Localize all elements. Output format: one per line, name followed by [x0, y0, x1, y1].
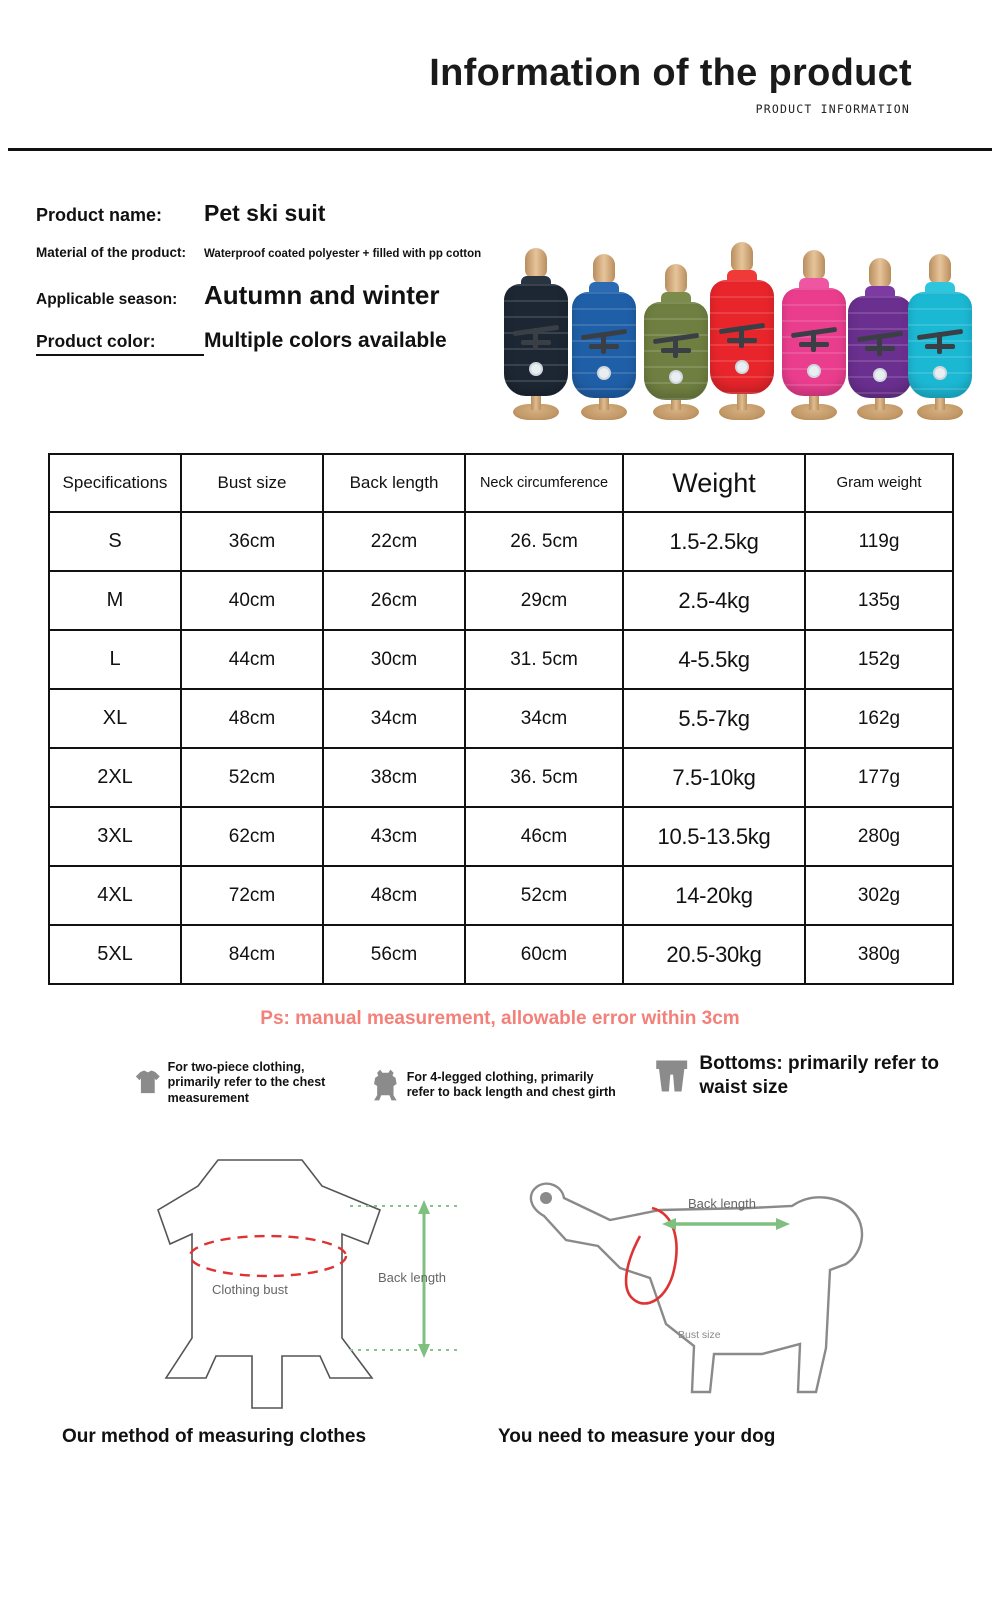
header-bust-size: Bust size — [181, 454, 323, 512]
cell-bust: 44cm — [181, 630, 323, 689]
cell-spec: 2XL — [49, 748, 181, 807]
cell-back: 30cm — [323, 630, 465, 689]
guide-two-piece — [134, 1054, 350, 1112]
display-head — [731, 242, 753, 272]
guide-bottoms-text: Bottoms: primarily refer to waist size — [699, 1053, 940, 1098]
guide-four-legged-text: For 4-legged clothing, primarily refer to back length and chest girth — [406, 1069, 616, 1099]
header-divider — [8, 148, 992, 151]
guide-row — [0, 1046, 1000, 1146]
vest-badge-icon — [597, 366, 611, 380]
measurement-note: Ps: manual measurement, allowable error within 3cm — [260, 1008, 740, 1029]
vest-badge-icon — [735, 360, 749, 374]
cell-back: 38cm — [323, 748, 465, 807]
cell-back: 34cm — [323, 689, 465, 748]
arrow-head-right — [776, 1218, 790, 1230]
bust-measure-ellipse — [190, 1236, 346, 1276]
cell-weight: 4-5.5kg — [623, 630, 805, 689]
cell-weight: 2.5-4kg — [623, 571, 805, 630]
four-legged-suit-icon — [370, 1054, 401, 1116]
cell-neck: 26. 5cm — [465, 512, 623, 571]
product-vest-pink — [778, 234, 850, 420]
arrow-head-up — [418, 1200, 430, 1214]
header-neck-circumference: Neck circumference — [465, 454, 623, 512]
product-vest-olive — [640, 250, 712, 420]
size-table — [48, 453, 954, 985]
cell-back: 43cm — [323, 807, 465, 866]
table-row — [49, 807, 953, 866]
table-row — [49, 512, 953, 571]
cell-bust: 40cm — [181, 571, 323, 630]
cell-weight: 5.5-7kg — [623, 689, 805, 748]
caption-clothing-diagram: Our method of measuring clothes — [62, 1426, 367, 1447]
cell-back: 48cm — [323, 866, 465, 925]
guide-two-piece-text: For two-piece clothing, primarily refer to the chest measurement — [167, 1060, 326, 1105]
cell-bust: 84cm — [181, 925, 323, 984]
cell-neck: 34cm — [465, 689, 623, 748]
info-row-material — [36, 245, 556, 260]
info-value-product-name: Pet ski suit — [204, 200, 326, 226]
cell-neck: 29cm — [465, 571, 623, 630]
label-bust-size: Bust size — [678, 1329, 721, 1341]
cell-bust: 72cm — [181, 866, 323, 925]
page-title: Information of the product — [429, 52, 912, 94]
cell-weight: 10.5-13.5kg — [623, 807, 805, 866]
arrow-head-down — [418, 1344, 430, 1358]
header-weight: Weight — [623, 454, 805, 512]
info-value-color: Multiple colors available — [204, 329, 447, 352]
cell-bust: 52cm — [181, 748, 323, 807]
dog-measure-diagram — [500, 1148, 960, 1438]
cell-gram: 302g — [805, 866, 953, 925]
cell-back: 56cm — [323, 925, 465, 984]
table-row — [49, 925, 953, 984]
display-head — [593, 254, 615, 284]
cell-neck: 31. 5cm — [465, 630, 623, 689]
display-head — [929, 254, 951, 284]
caption-dog-diagram: You need to measure your dog — [498, 1426, 776, 1447]
dog-nose — [540, 1192, 552, 1204]
cell-gram: 380g — [805, 925, 953, 984]
cell-spec: 4XL — [49, 866, 181, 925]
cell-spec: XL — [49, 689, 181, 748]
display-head — [665, 264, 687, 294]
info-label-season: Applicable season: — [36, 291, 178, 308]
table-header-row — [49, 454, 953, 512]
table-row — [49, 866, 953, 925]
info-value-material: Waterproof coated polyester + filled with pp cotton — [204, 248, 482, 260]
cell-weight: 20.5-30kg — [623, 925, 805, 984]
display-head — [525, 248, 547, 278]
product-photo-group — [500, 190, 970, 420]
cell-gram: 135g — [805, 571, 953, 630]
label-back-length-right: Back length — [688, 1196, 756, 1211]
cell-neck: 60cm — [465, 925, 623, 984]
cell-spec: L — [49, 630, 181, 689]
display-head — [869, 258, 891, 288]
size-table-head — [49, 454, 953, 512]
page-header — [0, 0, 1000, 152]
two-piece-shirt-icon — [134, 1054, 162, 1112]
cell-gram: 177g — [805, 748, 953, 807]
vest-badge-icon — [873, 368, 887, 382]
header-specifications: Specifications — [49, 454, 181, 512]
table-row — [49, 571, 953, 630]
table-row — [49, 748, 953, 807]
vest-badge-icon — [807, 364, 821, 378]
info-row-season — [36, 280, 556, 311]
product-info-list — [36, 200, 556, 370]
size-table-body — [49, 512, 953, 984]
header-gram-weight: Gram weight — [805, 454, 953, 512]
display-head — [803, 250, 825, 280]
cell-neck: 36. 5cm — [465, 748, 623, 807]
cell-gram: 280g — [805, 807, 953, 866]
vest-badge-icon — [669, 370, 683, 384]
info-label-color: Product color: — [36, 331, 204, 356]
cell-spec: 5XL — [49, 925, 181, 984]
cell-back: 22cm — [323, 512, 465, 571]
info-label-product-name: Product name: — [36, 205, 163, 225]
cell-gram: 162g — [805, 689, 953, 748]
cell-weight: 7.5-10kg — [623, 748, 805, 807]
cell-neck: 52cm — [465, 866, 623, 925]
cell-neck: 46cm — [465, 807, 623, 866]
table-row — [49, 630, 953, 689]
cell-back: 26cm — [323, 571, 465, 630]
cell-bust: 48cm — [181, 689, 323, 748]
label-clothing-bust: Clothing bust — [212, 1282, 288, 1297]
cell-bust: 62cm — [181, 807, 323, 866]
header-back-length: Back length — [323, 454, 465, 512]
size-table-wrapper — [48, 453, 952, 985]
cell-weight: 1.5-2.5kg — [623, 512, 805, 571]
cell-gram: 119g — [805, 512, 953, 571]
product-vest-blue — [568, 238, 640, 420]
table-row — [49, 689, 953, 748]
guide-bottoms — [652, 1052, 952, 1100]
cell-weight: 14-20kg — [623, 866, 805, 925]
guide-four-legged — [370, 1054, 618, 1116]
info-row-product-name — [36, 200, 556, 227]
cell-spec: 3XL — [49, 807, 181, 866]
info-row-color — [36, 329, 556, 356]
info-label-material: Material of the product: — [36, 245, 187, 260]
product-vest-navy — [500, 230, 572, 420]
vest-badge-icon — [933, 366, 947, 380]
vest-badge-icon — [529, 362, 543, 376]
cell-bust: 36cm — [181, 512, 323, 571]
cell-spec: M — [49, 571, 181, 630]
cell-spec: S — [49, 512, 181, 571]
dog-outline — [531, 1184, 862, 1392]
clothing-measure-diagram — [20, 1148, 520, 1438]
cell-gram: 152g — [805, 630, 953, 689]
pants-icon — [652, 1052, 691, 1100]
product-vest-red — [706, 222, 778, 420]
product-vest-cyan — [904, 238, 976, 420]
page-subtitle: PRODUCT INFORMATION — [755, 102, 910, 116]
label-back-length-left: Back length — [378, 1270, 446, 1285]
info-value-season: Autumn and winter — [204, 280, 440, 310]
measuring-diagrams — [0, 1148, 1000, 1488]
